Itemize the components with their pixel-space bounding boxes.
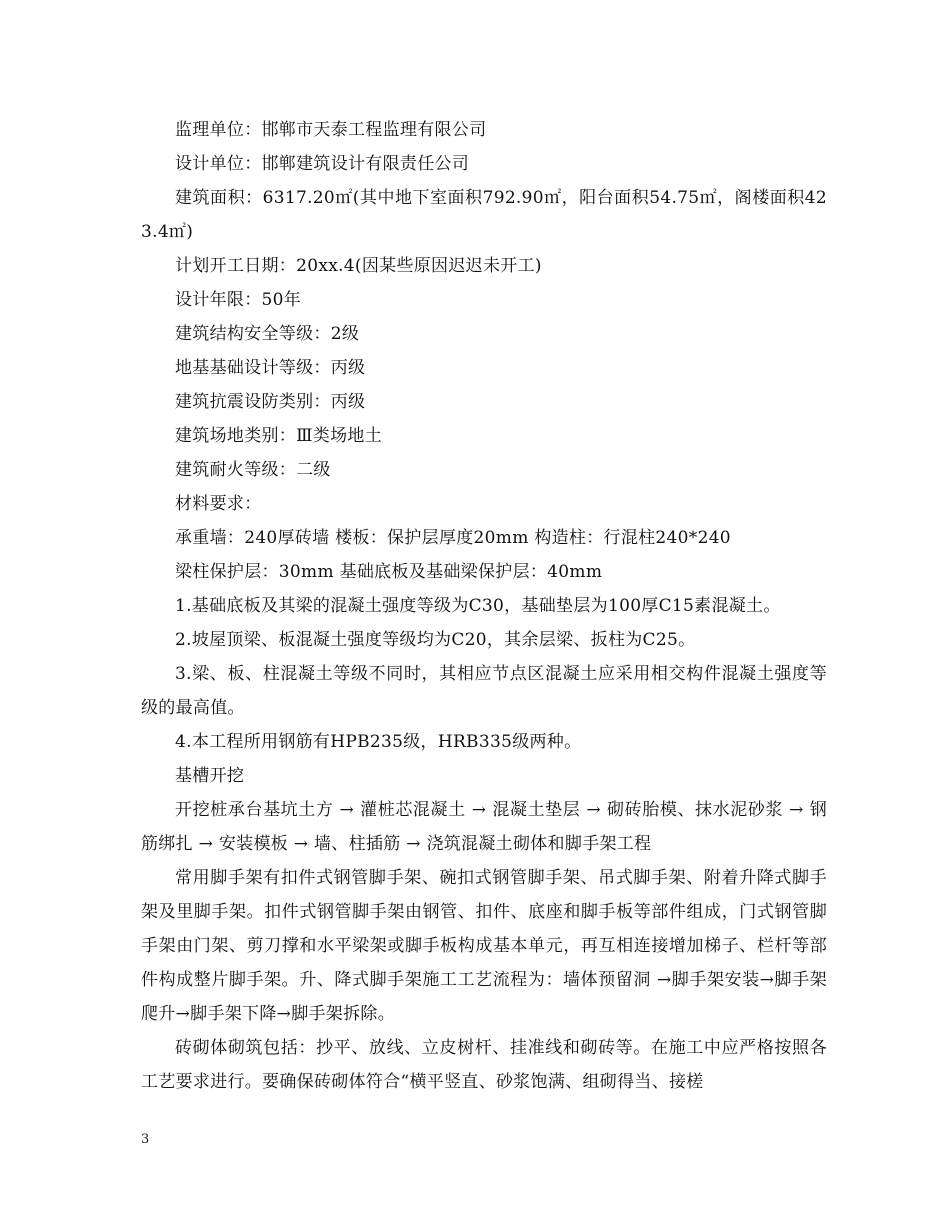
paragraph-item-1: 1.基础底板及其梁的混凝土强度等级为C30，基础垫层为100厚C15素混凝土。: [175, 596, 781, 616]
paragraph-masonry: 砖砌体砌筑包括：抄平、放线、立皮树杆、挂准线和砌砖等。在施工中应严格按照各工艺要求进行。要确保砖砌体符合“横平竖直、砂浆饱满、组砌得当、接槎: [141, 1038, 827, 1092]
paragraph-fire-grade: 建筑耐火等级：二级: [175, 460, 331, 480]
paragraph-safety-grade: 建筑结构安全等级：2级: [175, 324, 360, 344]
paragraph-trench-heading: 基槽开挖: [175, 766, 245, 786]
paragraph-item-4: 4.本工程所用钢筋有HPB235级，HRB335级两种。: [175, 732, 582, 752]
paragraph-design-life: 设计年限：50年: [175, 290, 302, 310]
paragraph-material-heading: 材料要求：: [175, 494, 262, 514]
paragraph-cover-layer: 梁柱保护层：30mm 基础底板及基础梁保护层：40mm: [175, 562, 603, 582]
paragraph-item-2: 2.坡屋顶梁、板混凝土强度等级均为C20，其余层梁、扳柱为C25。: [175, 630, 696, 650]
document-body: [141, 113, 827, 1099]
paragraph-bearing-wall: 承重墙：240厚砖墙 楼板：保护层厚度20mm 构造柱：行混柱240*240: [175, 528, 731, 548]
paragraph-excavation-flow: 开挖桩承台基坑土方 → 灌桩芯混凝土 → 混凝土垫层 → 砌砖胎模、抹水泥砂浆 → 钢筋绑扎 → 安装模板 → 墙、柱插筋 → 浇筑混凝土砌体和脚手架工程: [141, 800, 827, 854]
paragraph-seismic-category: 建筑抗震设防类别：丙级: [175, 392, 366, 412]
paragraph-building-area: 建筑面积：6317.20㎡(其中地下室面积792.90㎡，阳台面积54.75㎡，阁楼面积423.4㎡): [141, 188, 827, 242]
paragraph-supervision-unit: 监理单位：邯郸市天泰工程监理有限公司: [175, 120, 487, 140]
paragraph-design-unit: 设计单位：邯郸建筑设计有限责任公司: [175, 154, 470, 174]
paragraph-foundation-grade: 地基基础设计等级：丙级: [175, 358, 366, 378]
paragraph-item-3: 3.梁、板、柱混凝土等级不同时，其相应节点区混凝土应采用相交构件混凝土强度等级的最高值。: [141, 664, 827, 718]
page-number: 3: [141, 1132, 150, 1147]
paragraph-start-date: 计划开工日期：20xx.4(因某些原因迟迟未开工): [175, 256, 542, 276]
paragraph-scaffolding: 常用脚手架有扣件式钢管脚手架、碗扣式钢管脚手架、吊式脚手架、附着升降式脚手架及里脚手架。扣件式钢管脚手架由钢管、扣件、底座和脚手板等部件组成，门式钢管脚手架由门架、剪刀撑和水平梁架或脚手板构成基本单元，再互相连接增加梯子、栏杆等部件构成整片脚手架。升、降式脚手架施工工艺流程为：墙体预留洞 →脚手架安装→脚手架爬升→脚手架下降→脚手架拆除。: [141, 868, 827, 1024]
paragraph-site-category: 建筑场地类别：Ⅲ类场地土: [175, 426, 382, 446]
